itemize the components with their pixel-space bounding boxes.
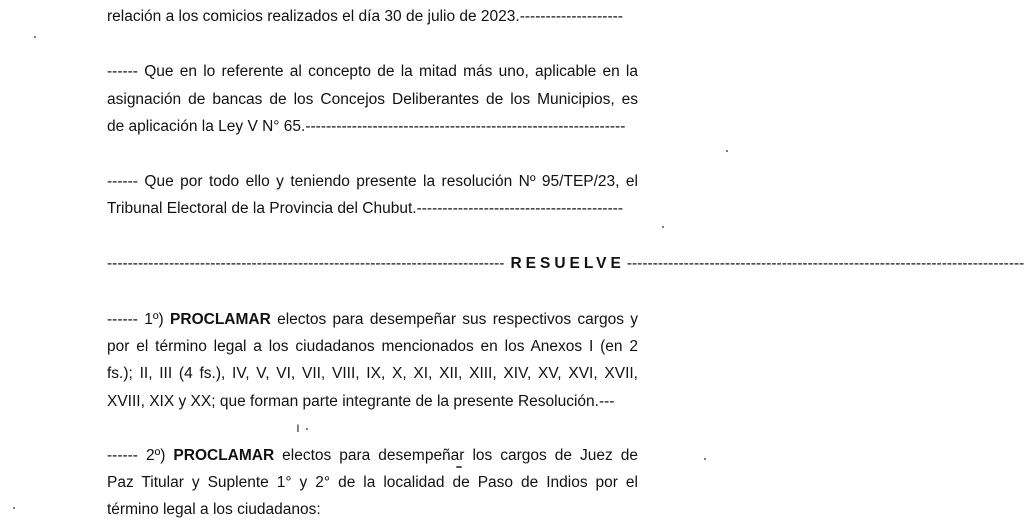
scan-speck bbox=[704, 458, 706, 460]
scan-speck bbox=[34, 36, 36, 38]
resuelve-word: RESUELVE bbox=[510, 255, 625, 272]
paragraph-resolucion-line-2: Tribunal Electoral de la Provincia del Chubut.---------------------------------------- bbox=[107, 200, 624, 217]
article-2-line-3: término legal a los ciudadanos: bbox=[107, 501, 321, 518]
scan-speck bbox=[13, 507, 15, 509]
article-2-line-2: Paz Titular y Suplente 1° y 2° de la localidad de Paso de Indios por el bbox=[107, 474, 638, 491]
article-1-line-3: fs.); II, III (4 fs.), IV, V, VI, VII, VIII, IX, X, XI, XII, XIII, XIV, XV, XVI, XVII, bbox=[107, 365, 638, 382]
article-1-line-1-rest: electos para desempeñar sus respectivos cargos y bbox=[270, 311, 638, 328]
article-2-line-1-rest: electos para desempeñar los cargos de Juez de bbox=[274, 447, 639, 464]
paragraph-mitad-line-3: de aplicación la Ley V N° 65.-------------------------------------------------------------- bbox=[107, 118, 626, 135]
article-1-line-2: por el término legal a los ciudadanos mencionados en los Anexos I (en 2 bbox=[107, 338, 638, 355]
article-2-line-1 bbox=[107, 446, 638, 466]
article-1-prefix: ------ 1º) bbox=[107, 311, 171, 328]
article-1-line-1 bbox=[107, 310, 638, 330]
article-2-proclamar: PROCLAMAR bbox=[173, 447, 275, 464]
article-2-prefix: ------ 2º) bbox=[107, 447, 174, 464]
scan-mark-tick: ı bbox=[296, 419, 300, 435]
scan-speck bbox=[662, 226, 664, 228]
paragraph-comicios-line-1: relación a los comicios realizados el día 30 de julio de 2023.-------------------- bbox=[107, 8, 623, 25]
resuelve-dashes-left: ----------------------------------------------------------------------------- bbox=[107, 255, 505, 272]
scan-speck bbox=[726, 150, 728, 152]
resuelve-heading bbox=[107, 254, 1024, 274]
scan-speck bbox=[306, 428, 308, 430]
resuelve-dashes-right: ----------------------------------------------------------------------------- bbox=[626, 255, 1024, 272]
scan-speck bbox=[456, 466, 462, 468]
paragraph-mitad-line-2: asignación de bancas de los Concejos Deliberantes de los Municipios, es bbox=[107, 91, 638, 108]
paragraph-resolucion-line-1: ------ Que por todo ello y teniendo presente la resolución Nº 95/TEP/23, el bbox=[107, 173, 638, 190]
article-1-proclamar: PROCLAMAR bbox=[170, 311, 271, 328]
paragraph-mitad-line-1: ------ Que en lo referente al concepto de la mitad más uno, aplicable en la bbox=[107, 63, 638, 80]
article-1-line-4: XVIII, XIX y XX; que forman parte integrante de la presente Resolución.--- bbox=[107, 393, 615, 410]
